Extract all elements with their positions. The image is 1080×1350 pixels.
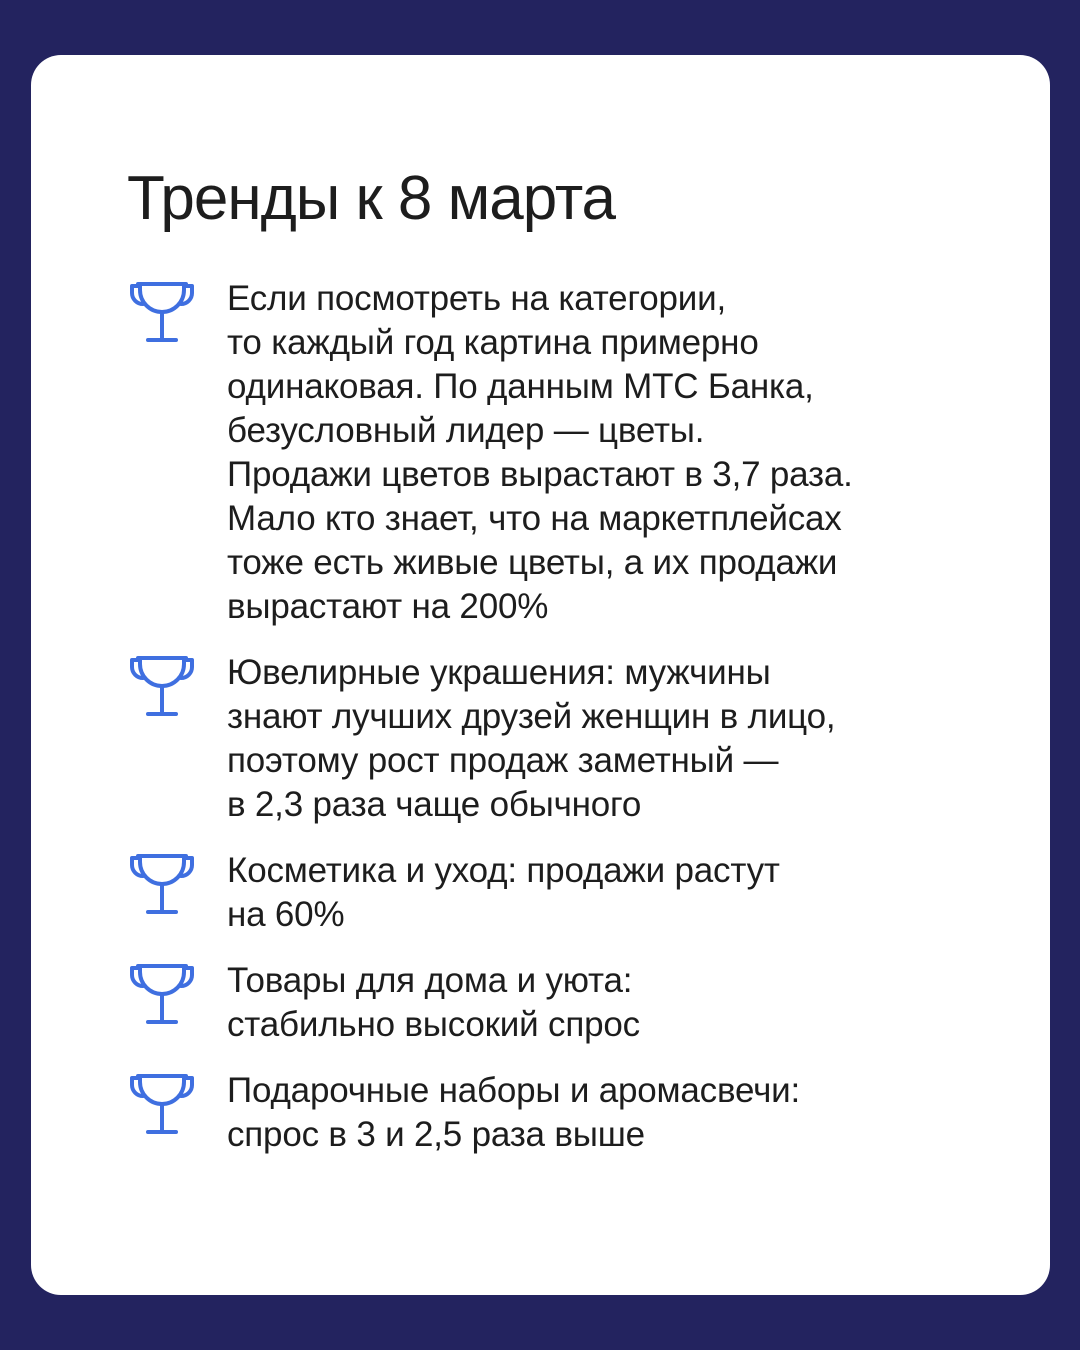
content-card bbox=[31, 55, 1050, 1295]
trend-list bbox=[127, 277, 1007, 1179]
trophy-icon bbox=[127, 1072, 197, 1136]
trophy-icon bbox=[127, 280, 197, 344]
list-item-text: Подарочные наборы и аромасвечи: спрос в 3 и 2,5 раза выше bbox=[227, 1071, 800, 1154]
list-item bbox=[127, 849, 1007, 937]
list-item bbox=[127, 1069, 1007, 1157]
trophy-icon bbox=[127, 852, 197, 916]
list-item bbox=[127, 959, 1007, 1047]
list-item-text: Ювелирные украшения: мужчины знают лучших друзей женщин в лицо, поэтому рост продаж заметный — в 2,3 раза чаще обычного bbox=[227, 653, 836, 824]
page-title: Тренды к 8 марта bbox=[127, 164, 616, 233]
trophy-icon bbox=[127, 962, 197, 1026]
list-item-text: Если посмотреть на категории, то каждый год картина примерно одинаковая. По данным МТС Банка, безусловный лидер — цветы. Продажи цветов вырастают в 3,7 раза. Мало кто знает, что на маркетплейсах тоже есть живые цветы, а их продажи вырастают на 200% bbox=[227, 279, 853, 626]
list-item bbox=[127, 651, 1007, 827]
trophy-icon bbox=[127, 654, 197, 718]
list-item-text: Товары для дома и уюта: стабильно высокий спрос bbox=[227, 961, 640, 1044]
list-item-text: Косметика и уход: продажи растут на 60% bbox=[227, 851, 780, 934]
list-item bbox=[127, 277, 1007, 629]
